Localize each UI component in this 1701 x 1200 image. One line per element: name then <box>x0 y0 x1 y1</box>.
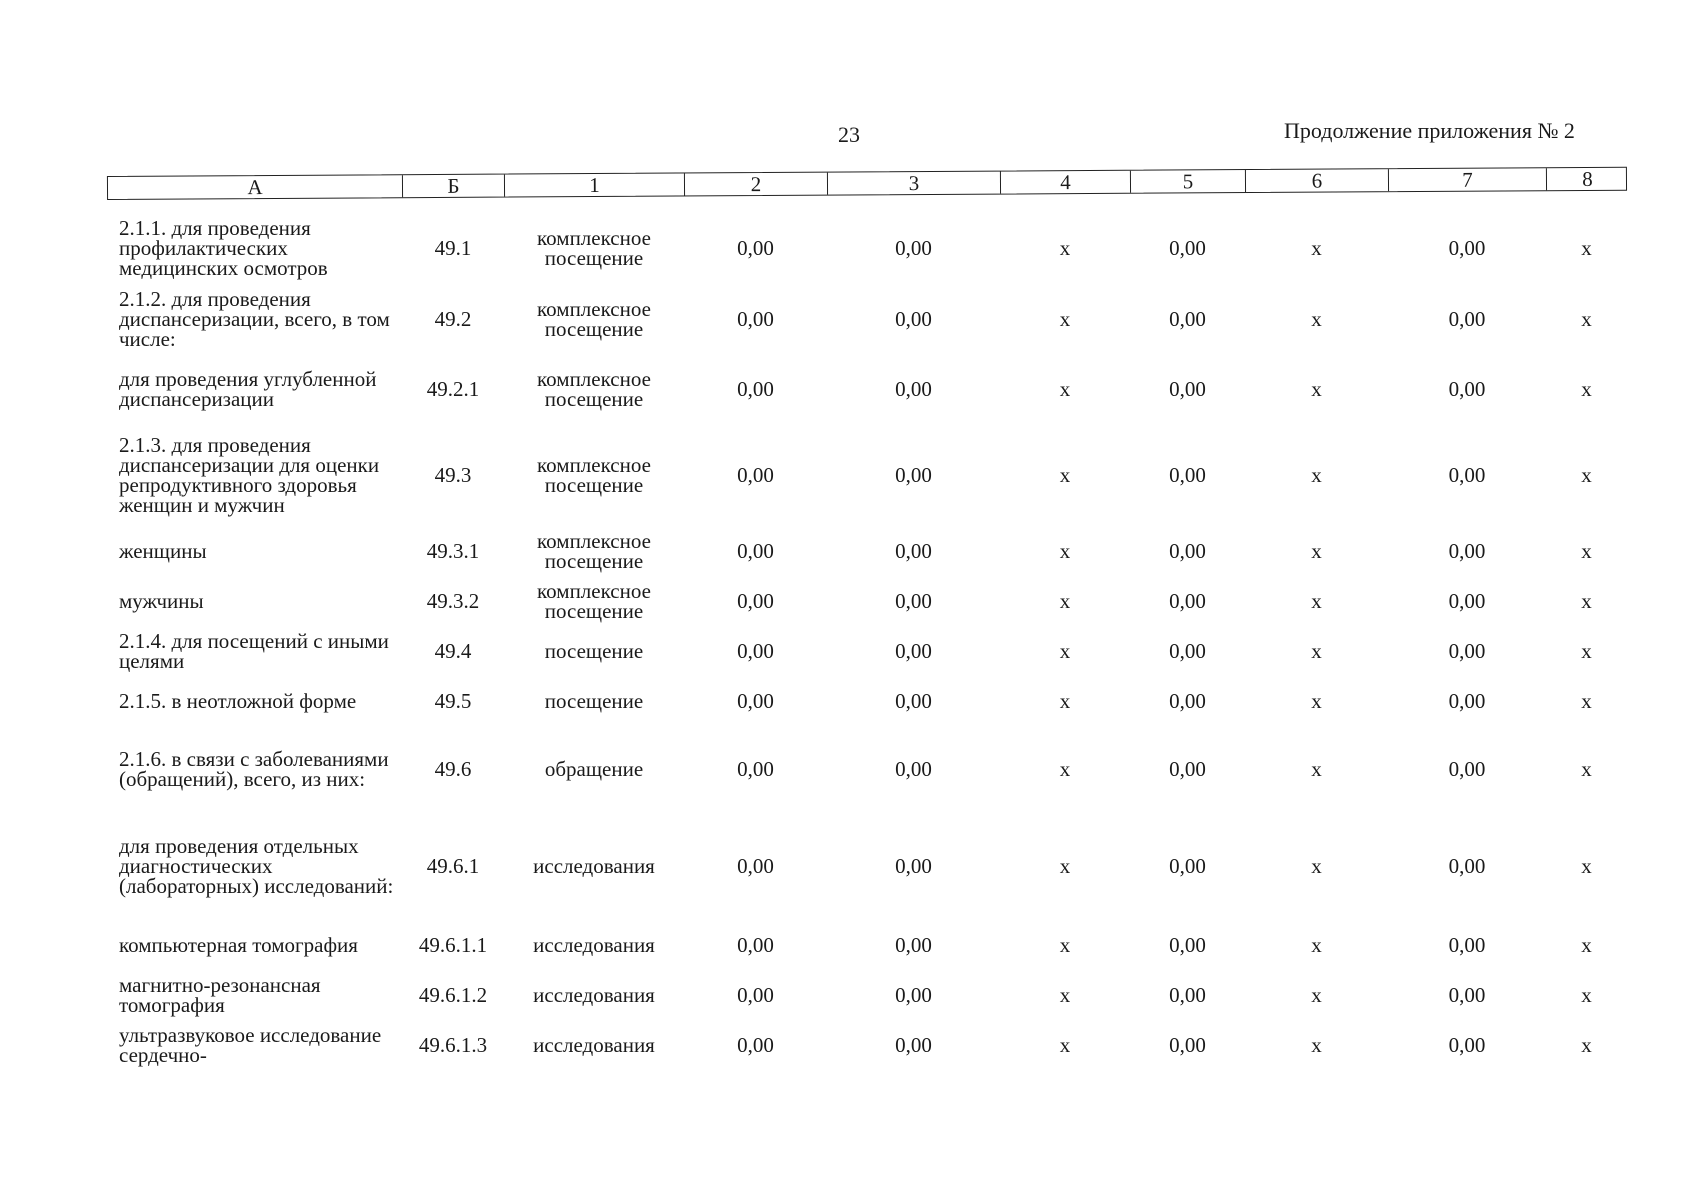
row-col-6: х <box>1311 639 1322 663</box>
row-col-4: х <box>1059 689 1071 713</box>
row-code: 49.6.1 <box>426 854 480 878</box>
row-col-6: х <box>1311 689 1322 713</box>
row-name: ультразвуковое исследование сердечно- <box>119 1023 382 1067</box>
table-row <box>107 676 1627 726</box>
row-col-8: х <box>1581 639 1592 663</box>
row-col-3: 0,00 <box>895 933 932 957</box>
row-col-8: х <box>1581 307 1592 331</box>
row-col-8: х <box>1581 539 1592 563</box>
table-row <box>107 970 1627 1020</box>
row-col-8: х <box>1581 757 1592 781</box>
row-col-4: х <box>1059 539 1071 563</box>
table-row <box>107 284 1627 354</box>
row-col-6: х <box>1311 539 1322 563</box>
row-unit: комплексное посещение <box>537 226 651 270</box>
row-col-6: х <box>1311 236 1322 260</box>
header-cell-7: 7 <box>1389 168 1547 191</box>
row-col-8: х <box>1581 854 1592 878</box>
table-row <box>107 1020 1627 1070</box>
row-col-4: х <box>1059 1033 1071 1057</box>
row-col-6: х <box>1311 463 1322 487</box>
row-col-7: 0,00 <box>1448 463 1486 487</box>
row-col-6: х <box>1311 757 1322 781</box>
row-code: 49.2 <box>434 307 472 331</box>
row-col-5: 0,00 <box>1169 1033 1206 1057</box>
row-col-4: х <box>1059 236 1071 260</box>
row-unit: исследования <box>533 983 655 1007</box>
row-col-2: 0,00 <box>737 377 774 401</box>
row-code: 49.6 <box>434 757 472 781</box>
table-row <box>107 354 1627 424</box>
row-unit: исследования <box>533 933 655 957</box>
row-col-3: 0,00 <box>895 463 932 487</box>
row-col-7: 0,00 <box>1448 307 1486 331</box>
row-unit: комплексное посещение <box>537 579 651 623</box>
row-name: 2.1.4. для посещений с иными целями <box>119 629 389 673</box>
row-col-4: х <box>1059 983 1071 1007</box>
row-col-5: 0,00 <box>1169 983 1206 1007</box>
row-col-5: 0,00 <box>1169 377 1206 401</box>
row-col-2: 0,00 <box>737 983 774 1007</box>
row-col-5: 0,00 <box>1169 539 1206 563</box>
header-cell-4: 4 <box>1001 171 1131 194</box>
row-col-4: х <box>1059 933 1071 957</box>
row-name: для проведения отдельных диагностических (лабораторных) исследований: <box>119 834 394 898</box>
row-col-5: 0,00 <box>1169 463 1206 487</box>
header-cell-1: 1 <box>505 173 685 196</box>
row-col-7: 0,00 <box>1448 933 1486 957</box>
row-col-8: х <box>1581 589 1592 613</box>
table-row <box>107 526 1627 576</box>
header-cell-2: 2 <box>685 173 828 196</box>
row-col-2: 0,00 <box>737 463 774 487</box>
row-col-6: х <box>1311 589 1322 613</box>
row-col-2: 0,00 <box>737 589 774 613</box>
row-col-8: х <box>1581 983 1592 1007</box>
row-col-7: 0,00 <box>1448 589 1486 613</box>
row-col-8: х <box>1581 463 1592 487</box>
row-col-2: 0,00 <box>737 689 774 713</box>
row-unit: исследования <box>533 1033 655 1057</box>
row-col-6: х <box>1311 983 1322 1007</box>
row-name: 2.1.2. для проведения диспансеризации, всего, в том числе: <box>119 287 390 351</box>
continuation-title: Продолжение приложения № 2 <box>1284 118 1575 143</box>
row-col-4: х <box>1059 757 1071 781</box>
row-col-6: х <box>1311 933 1322 957</box>
row-col-2: 0,00 <box>737 933 774 957</box>
row-code: 49.3.2 <box>426 589 480 613</box>
row-col-2: 0,00 <box>737 639 774 663</box>
row-col-5: 0,00 <box>1169 757 1206 781</box>
row-col-3: 0,00 <box>895 377 932 401</box>
row-col-2: 0,00 <box>737 757 774 781</box>
row-code: 49.3.1 <box>426 539 480 563</box>
row-col-7: 0,00 <box>1448 639 1486 663</box>
row-col-2: 0,00 <box>737 307 774 331</box>
row-col-7: 0,00 <box>1448 236 1486 260</box>
row-col-6: х <box>1311 307 1322 331</box>
row-col-3: 0,00 <box>895 639 932 663</box>
row-name: 2.1.6. в связи с заболеваниями (обращений), всего, из них: <box>119 747 389 791</box>
table-row <box>107 576 1627 626</box>
row-code: 49.1 <box>434 236 472 260</box>
table-body <box>107 212 1627 1070</box>
row-col-3: 0,00 <box>895 539 932 563</box>
row-code: 49.2.1 <box>426 377 480 401</box>
row-col-4: х <box>1059 377 1071 401</box>
row-col-4: х <box>1059 307 1071 331</box>
row-code: 49.5 <box>434 689 472 713</box>
row-unit: посещение <box>544 689 644 713</box>
page-number: 23 <box>838 122 860 147</box>
row-col-8: х <box>1581 377 1592 401</box>
row-code: 49.6.1.3 <box>418 1033 488 1057</box>
row-col-3: 0,00 <box>895 983 932 1007</box>
header-cell-6: 6 <box>1246 169 1389 192</box>
header-cell-3: 3 <box>828 172 1001 195</box>
row-name: магнитно-резонансная томография <box>119 973 321 1017</box>
row-col-3: 0,00 <box>895 854 932 878</box>
row-col-8: х <box>1581 236 1592 260</box>
row-col-4: х <box>1059 463 1071 487</box>
table-header-row <box>107 167 1627 200</box>
row-code: 49.3 <box>434 463 472 487</box>
row-col-6: х <box>1311 854 1322 878</box>
table-row <box>107 726 1627 812</box>
row-col-7: 0,00 <box>1448 539 1486 563</box>
row-col-3: 0,00 <box>895 307 932 331</box>
row-col-5: 0,00 <box>1169 854 1206 878</box>
row-code: 49.6.1.1 <box>418 933 488 957</box>
row-unit: комплексное посещение <box>537 529 651 573</box>
header-cell-5: 5 <box>1131 170 1246 193</box>
table-row <box>107 920 1627 970</box>
row-col-5: 0,00 <box>1169 307 1206 331</box>
header-cell-a: А <box>108 175 403 199</box>
row-col-4: х <box>1059 589 1071 613</box>
row-col-3: 0,00 <box>895 1033 932 1057</box>
header-cell-8: 8 <box>1582 166 1593 191</box>
row-col-3: 0,00 <box>895 236 932 260</box>
row-unit: комплексное посещение <box>537 453 651 497</box>
table-row <box>107 626 1627 676</box>
row-code: 49.6.1.2 <box>418 983 488 1007</box>
row-col-4: х <box>1059 854 1071 878</box>
row-name: мужчины <box>119 589 204 613</box>
row-col-7: 0,00 <box>1448 377 1486 401</box>
row-col-8: х <box>1581 689 1592 713</box>
row-name: женщины <box>119 539 207 563</box>
row-name: для проведения углубленной диспансеризации <box>119 367 377 411</box>
row-unit: посещение <box>544 639 644 663</box>
row-col-5: 0,00 <box>1169 589 1206 613</box>
row-col-2: 0,00 <box>737 539 774 563</box>
row-col-5: 0,00 <box>1169 639 1206 663</box>
row-name: 2.1.1. для проведения профилактических медицинских осмотров <box>119 216 328 280</box>
row-col-7: 0,00 <box>1448 854 1486 878</box>
row-col-3: 0,00 <box>895 757 932 781</box>
row-col-2: 0,00 <box>737 236 774 260</box>
row-name: 2.1.3. для проведения диспансеризации для оценки репродуктивного здоровья женщин и мужчин <box>119 433 380 517</box>
appendix-table <box>107 166 1627 1070</box>
row-col-8: х <box>1581 1033 1592 1057</box>
row-col-7: 0,00 <box>1448 1033 1486 1057</box>
row-col-5: 0,00 <box>1169 689 1206 713</box>
table-row <box>107 212 1627 284</box>
row-col-7: 0,00 <box>1448 689 1486 713</box>
row-col-5: 0,00 <box>1169 236 1206 260</box>
row-col-7: 0,00 <box>1448 757 1486 781</box>
row-col-7: 0,00 <box>1448 983 1486 1007</box>
row-col-4: х <box>1059 639 1071 663</box>
table-row <box>107 812 1627 920</box>
header-cell-b: Б <box>403 175 505 198</box>
row-unit: исследования <box>533 854 655 878</box>
row-col-6: х <box>1311 1033 1322 1057</box>
row-unit: комплексное посещение <box>537 297 651 341</box>
row-unit: обращение <box>544 757 644 781</box>
row-unit: комплексное посещение <box>537 367 651 411</box>
row-col-2: 0,00 <box>737 1033 774 1057</box>
table-row <box>107 424 1627 526</box>
row-col-8: х <box>1581 933 1592 957</box>
row-col-6: х <box>1311 377 1322 401</box>
row-name: 2.1.5. в неотложной форме <box>119 689 357 713</box>
row-col-3: 0,00 <box>895 689 932 713</box>
row-name: компьютерная томография <box>119 933 358 957</box>
row-col-3: 0,00 <box>895 589 932 613</box>
row-col-2: 0,00 <box>737 854 774 878</box>
row-col-5: 0,00 <box>1169 933 1206 957</box>
row-code: 49.4 <box>434 639 472 663</box>
